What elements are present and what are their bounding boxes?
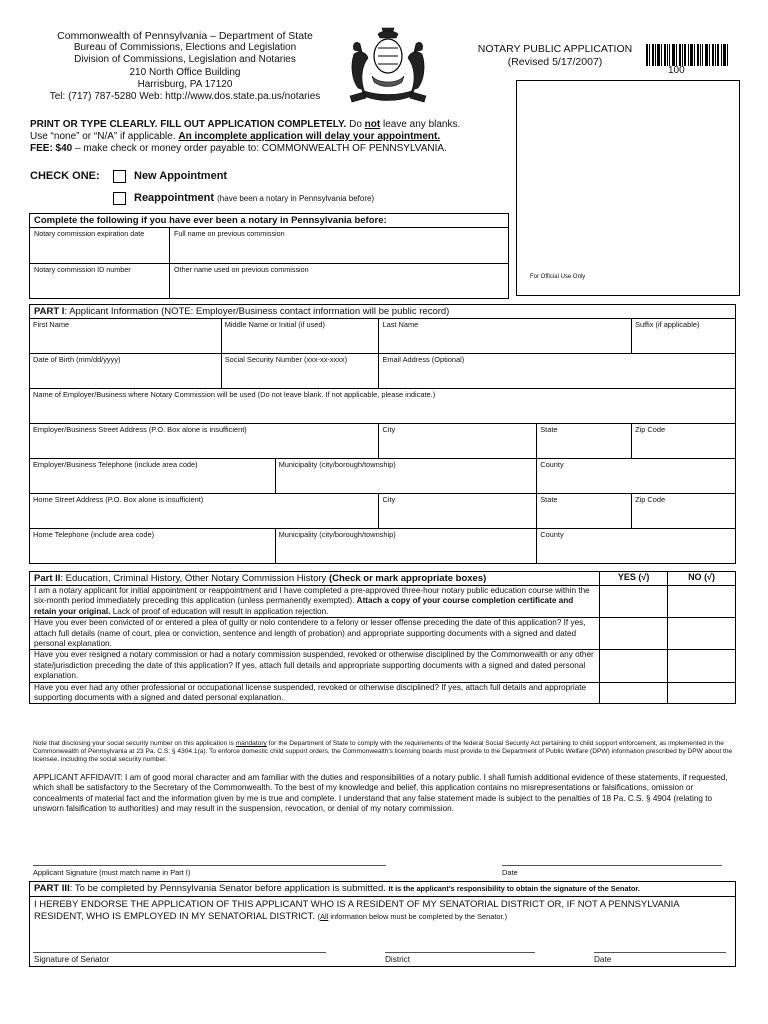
employer-municipality-field[interactable]: Municipality (city/borough/township)	[275, 459, 537, 494]
employer-state-field[interactable]: State	[537, 424, 632, 459]
question-emphasis: Attach a copy of your course completion certificate and retain your original.	[34, 596, 574, 616]
home-zip-field[interactable]: Zip Code	[632, 494, 736, 529]
senator-date-label: Date	[594, 955, 612, 964]
ssn-disclosure-note	[33, 740, 738, 765]
reappointment-checkbox[interactable]	[113, 192, 126, 205]
criminal-yes-box[interactable]	[600, 618, 668, 650]
part3-title	[30, 882, 735, 897]
commission-no-box[interactable]	[668, 650, 736, 682]
other-name-field[interactable]: Other name used on previous commission	[170, 264, 509, 299]
note-all: All	[320, 912, 329, 921]
education-yes-box[interactable]	[600, 586, 668, 618]
first-name-field[interactable]: First Name	[30, 319, 222, 354]
expiration-date-field[interactable]: Notary commission expiration date	[30, 228, 170, 264]
part1-title	[30, 305, 736, 319]
barcode-icon	[646, 44, 728, 66]
instruction-text: Do	[346, 119, 365, 130]
question-license-discipline: Have you ever had any other professional or occupational license suspended, revoked or otherwise disciplined? If yes, attach full details and appropriate supporting documents with a signed and dated personal explanation.	[30, 682, 600, 704]
note-mandatory: mandatory	[235, 740, 267, 747]
endorsement-note	[318, 912, 507, 921]
check-one-label: CHECK ONE:	[30, 170, 100, 182]
instruction-line	[30, 119, 460, 131]
part2-title-check: (Check or mark appropriate boxes)	[328, 573, 487, 584]
district-label: District	[385, 955, 411, 964]
reappointment-option	[134, 192, 374, 204]
instruction-bold: PRINT OR TYPE CLEARLY. FILL OUT APPLICATION COMPLETELY.	[30, 119, 347, 130]
question-commission-discipline: Have you ever resigned a notary commission or had a notary commission suspended, revoked or otherwise disciplined by the Commonwealth or any other state/jurisdiction preceding the date of this application? If yes, attach full details and appropriate supporting documents with a signed and dated personal explanation.	[30, 650, 600, 682]
district-line[interactable]	[385, 952, 535, 953]
commission-yes-box[interactable]	[600, 650, 668, 682]
revised-date: (Revised 5/17/2007)	[507, 56, 603, 68]
part1-table	[29, 304, 736, 564]
dob-field[interactable]: Date of Birth (mm/dd/yyyy)	[30, 354, 222, 389]
part3-title-bold: PART III	[34, 883, 70, 894]
form-title-block	[455, 43, 655, 69]
home-city-field[interactable]: City	[379, 494, 537, 529]
question-criminal: Have you ever been convicted of or entered a plea of guilty or nolo contendere to a felony or lesser offense preceding the date of this application? If yes, attach full details (name of court, plea or conviction, sentence and length of probation) and appropriate supporting documents with a signed and dated personal explanation.	[30, 618, 600, 650]
applicant-date-line[interactable]	[502, 865, 722, 866]
employer-zip-field[interactable]: Zip Code	[632, 424, 736, 459]
part2-table	[29, 571, 736, 704]
part2-title-bold: Part II	[34, 573, 61, 584]
applicant-affidavit: APPLICANT AFFIDAVIT: I am of good moral character and am familiar with the duties and responsibilities of a notary public. I shall furnish additional evidence of these statements, if requested, which shall be satisfactory to the Secretary of the Commonwealth. To the best of my knowledge and belief, this application contains no misrepresentations or falsifications, omission or concealments of material fact and the information given by me is true and complete. I understand that any false statement made is subject to the penalties of 18 Pa. C.S. § 4904 (relating to unsworn falsification to authorities) and may result in the suspension, revocation, or denial of my notary commission.	[33, 773, 728, 814]
note-text: for the Department of State to comply with the requirements of the federal Social Security Act pertaining to child support enforcement, as implemented in the Commonwealth of Pennsylvania at 23 Pa. C.S. § 4304.1(a). To enforce domestic child support orders, the Commonwealth's licensing boards must provide to the Department of Public Welfare (DPW) information prescribed by DPW about the licensee, including the social security number.	[33, 740, 733, 764]
education-no-box[interactable]	[668, 586, 736, 618]
agency-line: Tel: (717) 787-5280 Web: http://www.dos.state.pa.us/notaries	[49, 91, 321, 103]
applicant-date-label: Date	[502, 868, 518, 877]
agency-line: Commonwealth of Pennsylvania – Department of State	[57, 30, 313, 42]
ssn-field[interactable]: Social Security Number (xxx-xx-xxxx)	[221, 354, 379, 389]
new-appointment-checkbox[interactable]	[113, 170, 126, 183]
applicant-signature-label: Applicant Signature (must match name in Part I)	[33, 868, 191, 877]
agency-header	[40, 30, 330, 103]
agency-line: Bureau of Commissions, Elections and Legislation	[73, 42, 297, 54]
senator-endorsement	[34, 899, 731, 923]
license-yes-box[interactable]	[600, 682, 668, 704]
home-state-field[interactable]: State	[537, 494, 632, 529]
instruction-not: not	[364, 119, 381, 130]
home-street-field[interactable]: Home Street Address (P.O. Box alone is insufficient)	[30, 494, 379, 529]
home-municipality-field[interactable]: Municipality (city/borough/township)	[275, 529, 537, 564]
employer-name-field[interactable]: Name of Employer/Business where Notary Commission will be used (Do not leave blank. If not applicable, please indicate.)	[30, 389, 736, 424]
home-county-field[interactable]: County	[537, 529, 736, 564]
note-text: information below must be completed by the Senator.)	[328, 912, 508, 921]
instruction-warning: An incomplete application will delay your appointment.	[178, 131, 441, 142]
agency-line: Harrisburg, PA 17120	[137, 78, 233, 90]
senator-signature-line[interactable]	[33, 952, 326, 953]
question-text: I am a notary applicant for initial appointment or reappointment and I have completed a pre-approved three-hour notary public education course within the six-month period immediately preceding this application (unless permanently exempted).	[34, 586, 590, 606]
part2-title-text: : Education, Criminal History, Other Notary Commission History	[60, 573, 329, 584]
endorsement-text: I HEREBY ENDORSE THE APPLICATION OF THIS APPLICANT WHO IS A RESIDENT OF MY SENATORIAL DISTRICT OR, IF NOT A PENNSYLVANIA RESIDENT, WHO IS EMPLOYED IN MY SENATORIAL DISTRICT.	[34, 899, 680, 922]
new-appointment-label: New Appointment	[134, 170, 228, 182]
yes-header: YES (√)	[600, 572, 668, 586]
applicant-signature-line[interactable]	[33, 865, 386, 866]
question-text: Lack of proof of education will result in application rejection.	[110, 606, 329, 616]
no-header: NO (√)	[668, 572, 736, 586]
instruction-text: leave any blanks.	[380, 119, 461, 130]
employer-county-field[interactable]: County	[537, 459, 736, 494]
note-paren: (	[317, 912, 321, 921]
previous-commission-title: Complete the following if you have ever been a notary in Pennsylvania before:	[30, 214, 509, 228]
question-education	[30, 586, 600, 618]
official-use-label: For Official Use Only	[530, 274, 586, 280]
employer-phone-field[interactable]: Employer/Business Telephone (include area code)	[30, 459, 276, 494]
commission-id-field[interactable]: Notary commission ID number	[30, 264, 170, 299]
part3-title-text: : To be completed by Pennsylvania Senator before application is submitted.	[69, 883, 389, 894]
previous-commission-table	[29, 213, 509, 299]
instruction-line	[30, 131, 460, 143]
middle-name-field[interactable]: Middle Name or Initial (if used)	[221, 319, 379, 354]
fee-label: FEE: $40	[30, 143, 73, 154]
form-title: NOTARY PUBLIC APPLICATION	[477, 43, 633, 55]
part3-title-note: It is the applicant's responsibility to obtain the signature of the Senator.	[388, 884, 640, 893]
reappointment-label: Reappointment	[134, 192, 215, 204]
instructions	[30, 119, 460, 155]
part2-title	[30, 572, 600, 586]
last-name-field[interactable]: Last Name	[379, 319, 632, 354]
home-phone-field[interactable]: Home Telephone (include area code)	[30, 529, 276, 564]
employer-street-field[interactable]: Employer/Business Street Address (P.O. Box alone is insufficient)	[30, 424, 379, 459]
barcode-number: 100	[668, 65, 685, 76]
license-no-box[interactable]	[668, 682, 736, 704]
agency-line: Division of Commissions, Legislation and Notaries	[74, 54, 296, 66]
fee-text: – make check or money order payable to: COMMONWEALTH OF PENNSYLVANIA.	[72, 143, 447, 154]
senator-signature-label: Signature of Senator	[34, 955, 110, 964]
instruction-line	[30, 143, 460, 155]
note-text: Note that disclosing your social security number on this application is	[33, 740, 236, 747]
part1-title-bold: PART I	[34, 306, 65, 317]
suffix-field[interactable]: Suffix (if applicable)	[632, 319, 736, 354]
official-use-box	[516, 80, 740, 296]
criminal-no-box[interactable]	[668, 618, 736, 650]
instruction-text: Use “none” or “N/A” if applicable.	[30, 131, 179, 142]
previous-full-name-field[interactable]: Full name on previous commission	[170, 228, 509, 264]
part3-box	[29, 881, 736, 967]
senator-date-line[interactable]	[594, 952, 726, 953]
part1-title-text: : Applicant Information (NOTE: Employer/Business contact information will be public record)	[64, 306, 450, 317]
agency-line: 210 North Office Building	[129, 66, 241, 78]
reappointment-note: (have been a notary in Pennsylvania before)	[217, 194, 375, 203]
email-field[interactable]: Email Address (Optional)	[379, 354, 736, 389]
state-seal-icon	[342, 26, 434, 106]
employer-city-field[interactable]: City	[379, 424, 537, 459]
